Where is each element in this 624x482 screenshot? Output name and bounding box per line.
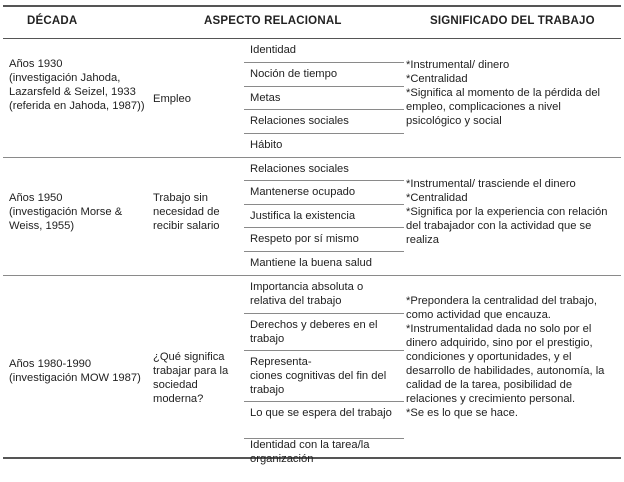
aspecto-cell: Empleo: [153, 93, 191, 105]
list-item: Hábito: [250, 139, 283, 151]
aspecto-cell: Trabajo sin necesidad de recibir salario: [153, 192, 220, 232]
list-item: Justifica la existencia: [244, 205, 404, 228]
table-row: [3, 276, 621, 465]
significado-cell: *Instrumental/ trasciende el dinero *Centralidad *Significa por la experiencia con relación del trabajador con la actividad que se realiza: [406, 178, 608, 246]
list-item: Mantenerse ocupado: [244, 181, 404, 205]
table-row: [3, 39, 621, 158]
list-item: Identidad: [244, 39, 404, 63]
relational-items: [244, 276, 404, 465]
table-row: [3, 158, 621, 276]
header-significado: SIGNIFICADO DEL TRABAJO: [430, 15, 595, 27]
list-item: Mantiene la buena salud: [250, 257, 372, 269]
decada-cell: Años 1950 (investigación Morse & Weiss, 1955): [9, 192, 123, 232]
aspecto-cell: ¿Qué significa trabajar para la sociedad moderna?: [153, 351, 229, 405]
work-meaning-table: [3, 5, 621, 465]
relational-items: [244, 39, 404, 157]
significado-cell: *Instrumental/ dinero *Centralidad *Significa al momento de la pérdida del empleo, complicaciones a nivel psicológico y social: [406, 59, 601, 127]
significado-cell: *Prepondera la centralidad del trabajo, como actividad que encauza. *Instrumentalidad dada no solo por el dinero adquirido, sino por el prestigio, condiciones y oportunidades, y el desarrollo de habilidades, autonomía, la calidad de la tarea, posibilidad de relaciones y crecimiento personal. *Se es lo que se hace.: [406, 295, 605, 419]
header-decada: DÉCADA: [27, 15, 78, 27]
list-item: Identidad con la tarea/la organización: [250, 439, 370, 465]
decada-cell: Años 1980-1990 (investigación MOW 1987): [9, 358, 141, 384]
list-item: Relaciones sociales: [244, 110, 404, 134]
table-header: [3, 5, 621, 39]
list-item: Representa- ciones cognitivas del fin del trabajo: [244, 351, 404, 402]
list-item: Importancia absoluta o relativa del trabajo: [244, 276, 404, 314]
list-item: Relaciones sociales: [244, 158, 404, 181]
header-aspecto-relacional: ASPECTO RELACIONAL: [204, 15, 342, 27]
list-item: Lo que se espera del trabajo: [244, 402, 404, 439]
list-item: Metas: [244, 87, 404, 110]
list-item: Derechos y deberes en el trabajo: [244, 314, 404, 351]
relational-items: [244, 158, 404, 275]
list-item: Noción de tiempo: [244, 63, 404, 87]
decada-cell: Años 1930 (investigación Jahoda, Lazarsfeld & Seizel, 1933 (referida en Jahoda, 1987)): [9, 58, 145, 112]
list-item: Respeto por sí mismo: [244, 228, 404, 252]
